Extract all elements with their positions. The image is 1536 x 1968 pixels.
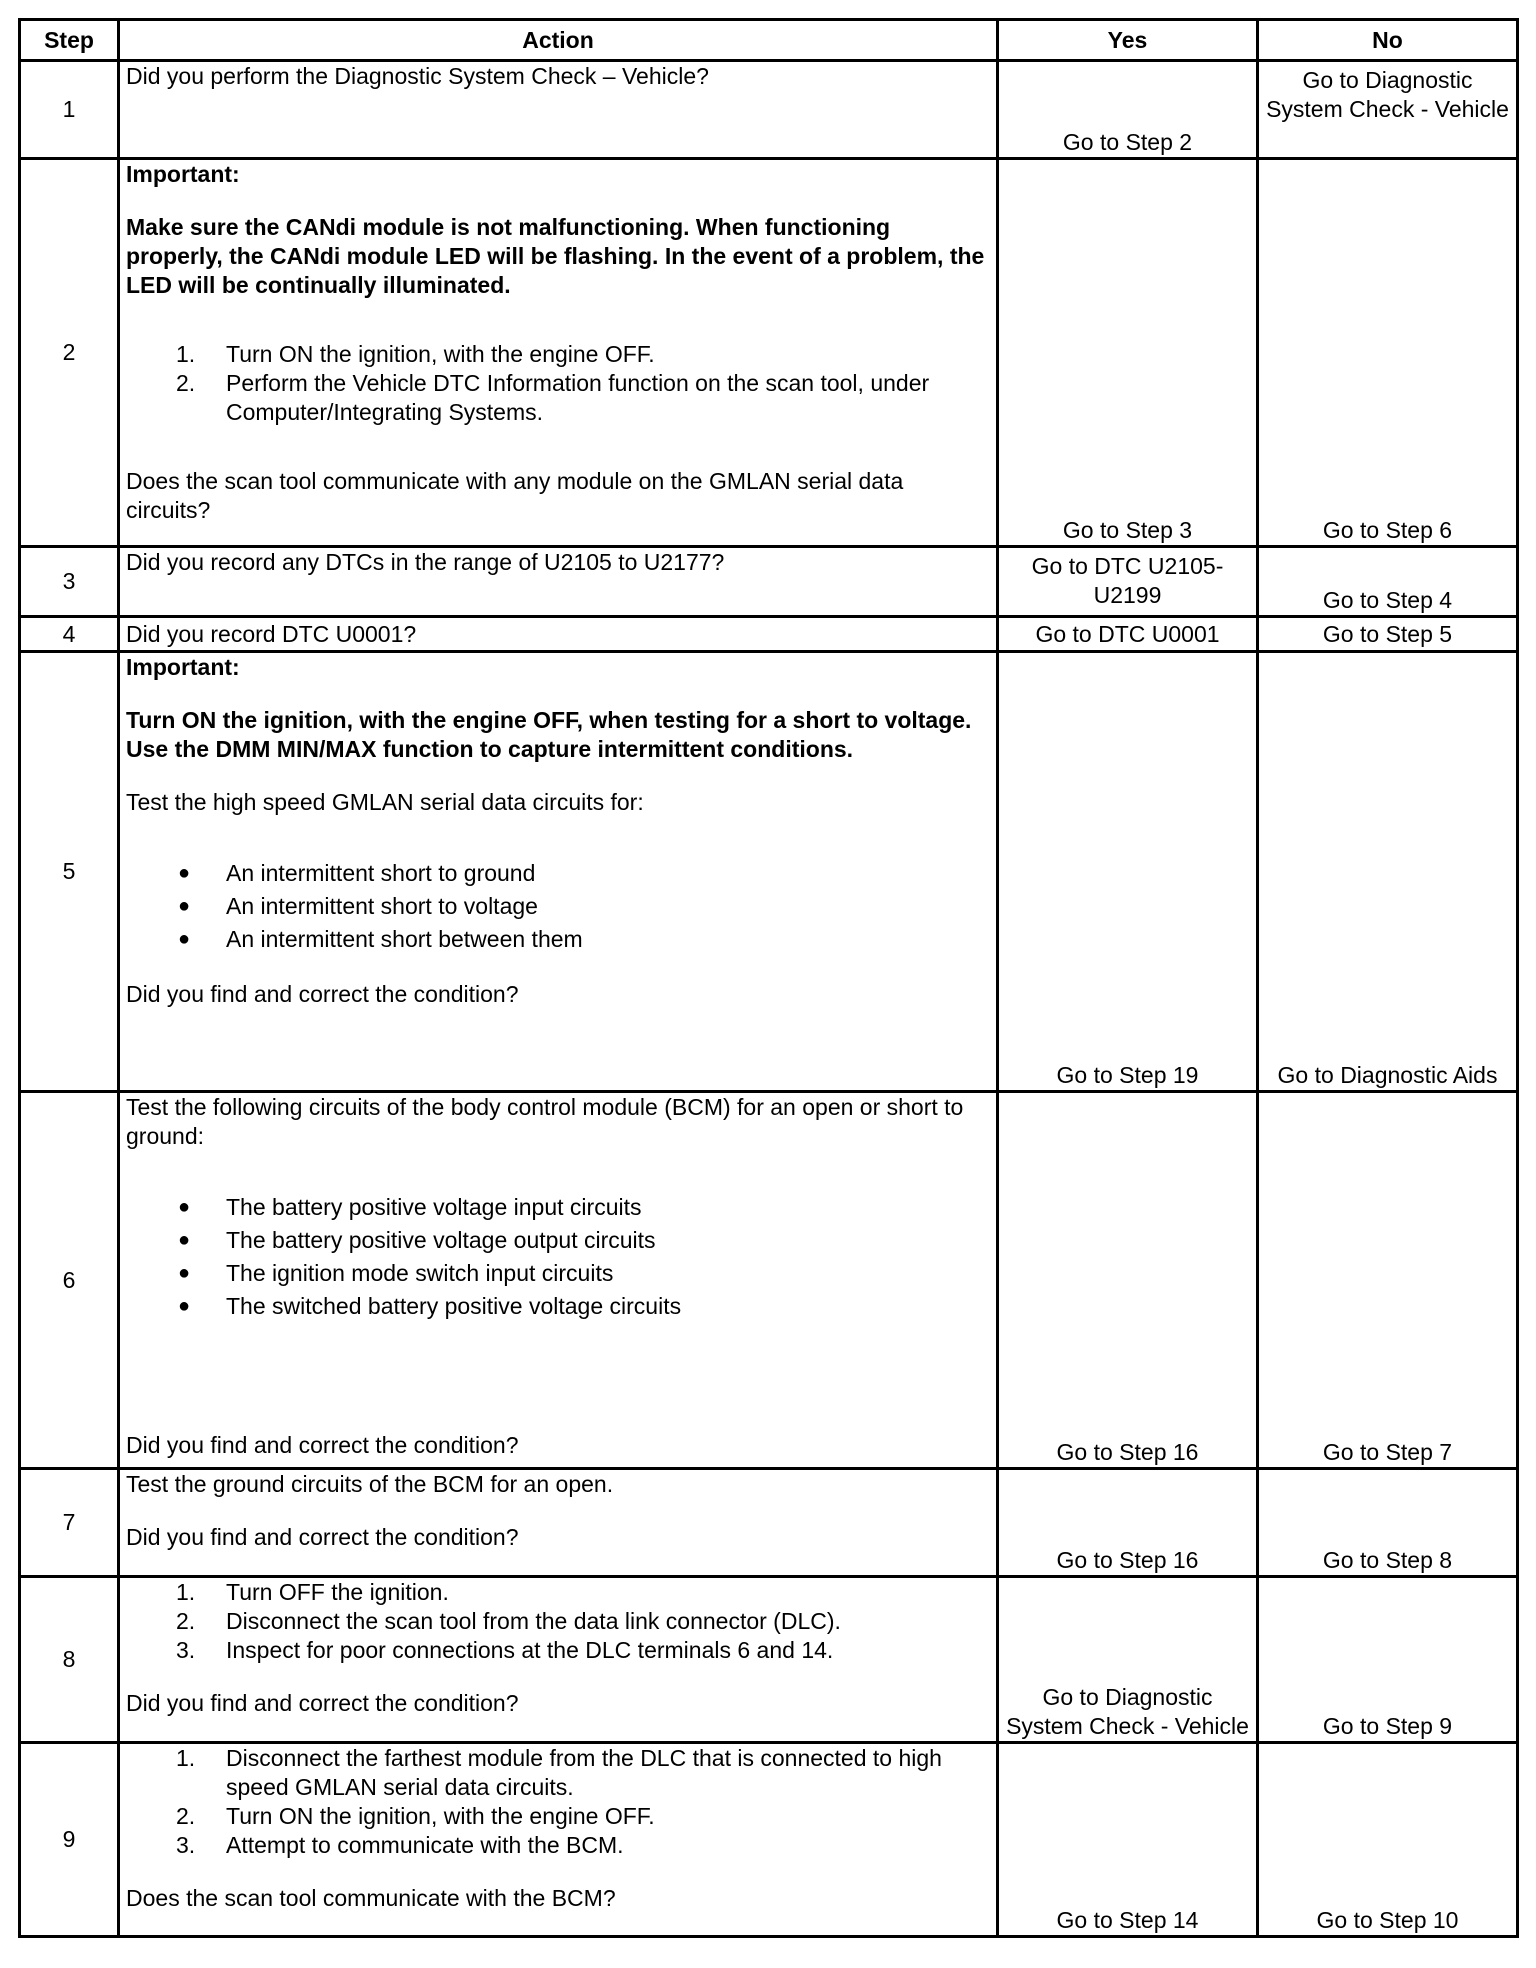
header-step: Step — [20, 20, 119, 61]
step-number: 6 — [20, 1092, 119, 1469]
yes-cell: Go to Step 14 — [998, 1743, 1258, 1937]
no-cell: Go to Diagnostic System Check - Vehicle — [1258, 61, 1518, 159]
action-question: Does the scan tool communicate with the BCM? — [126, 1885, 616, 1911]
action-question: Did you find and correct the condition? — [126, 1690, 519, 1716]
yes-cell: Go to Step 16 — [998, 1469, 1258, 1577]
action-cell — [119, 617, 998, 652]
action-question: Did you find and correct the condition? — [126, 981, 519, 1007]
list-item: 2. Disconnect the scan tool from the data link connector (DLC). — [176, 1608, 841, 1634]
important-label: Important: — [126, 161, 240, 187]
action-cell — [119, 547, 998, 617]
no-cell: Go to Step 6 — [1258, 159, 1518, 547]
step-number: 1 — [20, 61, 119, 159]
header-row — [20, 20, 1518, 61]
action-question: Did you find and correct the condition? — [126, 1432, 519, 1458]
action-text: Did you perform the Diagnostic System Check – Vehicle? — [126, 63, 709, 89]
numbered-list — [126, 1744, 990, 1860]
action-question: Did you find and correct the condition? — [126, 1524, 519, 1550]
numbered-list — [126, 340, 990, 427]
list-item: ● The battery positive voltage input circuits — [178, 1194, 642, 1220]
list-item: 3. Attempt to communicate with the BCM. — [176, 1832, 624, 1858]
action-text: Did you record DTC U0001? — [126, 620, 417, 647]
step-number: 8 — [20, 1577, 119, 1743]
no-cell: Go to Step 5 — [1258, 617, 1518, 652]
bullet-list — [126, 857, 990, 956]
list-item: ● The ignition mode switch input circuits — [178, 1260, 614, 1286]
no-cell: Go to Step 10 — [1258, 1743, 1518, 1937]
step-number: 4 — [20, 617, 119, 652]
step-number: 7 — [20, 1469, 119, 1577]
table-row — [20, 1577, 1518, 1743]
step-number: 2 — [20, 159, 119, 547]
action-text: Test the following circuits of the body control module (BCM) for an open or short to ground: — [126, 1094, 964, 1149]
no-cell: Go to Diagnostic Aids — [1258, 652, 1518, 1092]
action-cell — [119, 1743, 998, 1937]
list-item: ● The switched battery positive voltage circuits — [178, 1293, 682, 1319]
list-item: 3. Inspect for poor connections at the DLC terminals 6 and 14. — [176, 1637, 834, 1663]
action-text: Test the ground circuits of the BCM for an open. — [126, 1471, 614, 1497]
diagnostic-table — [18, 18, 1519, 1938]
action-cell — [119, 652, 998, 1092]
header-yes: Yes — [998, 20, 1258, 61]
important-note: Make sure the CANdi module is not malfunctioning. When functioning properly, the CANdi module LED will be flashing. In the event of a problem, the LED will be continually illuminated. — [126, 214, 985, 298]
table-row — [20, 652, 1518, 1092]
yes-cell: Go to DTC U2105-U2199 — [998, 547, 1258, 617]
list-item: 1. Turn ON the ignition, with the engine OFF. — [176, 341, 655, 367]
yes-cell: Go to Step 3 — [998, 159, 1258, 547]
important-note: Turn ON the ignition, with the engine OFF, when testing for a short to voltage. Use the DMM MIN/MAX function to capture intermittent conditions. — [126, 707, 972, 762]
yes-cell: Go to Step 16 — [998, 1092, 1258, 1469]
no-cell: Go to Step 7 — [1258, 1092, 1518, 1469]
yes-cell: Go to Diagnostic System Check - Vehicle — [998, 1577, 1258, 1743]
table-row — [20, 1092, 1518, 1469]
list-item: 1. Turn OFF the ignition. — [176, 1579, 449, 1605]
list-item: 2. Turn ON the ignition, with the engine OFF. — [176, 1803, 655, 1829]
action-cell — [119, 1092, 998, 1469]
action-cell — [119, 61, 998, 159]
action-cell — [119, 1577, 998, 1743]
list-item: ● An intermittent short to ground — [178, 860, 536, 886]
list-item: 1. Disconnect the farthest module from the DLC that is connected to high speed GMLAN serial data circuits. — [176, 1745, 942, 1800]
important-label: Important: — [126, 654, 240, 680]
numbered-list — [126, 1578, 990, 1665]
table-row — [20, 547, 1518, 617]
action-cell — [119, 159, 998, 547]
step-number: 3 — [20, 547, 119, 617]
action-text: Test the high speed GMLAN serial data circuits for: — [126, 789, 644, 815]
list-item: 2. Perform the Vehicle DTC Information function on the scan tool, under Computer/Integrating Systems. — [176, 370, 930, 425]
table-row — [20, 617, 1518, 652]
no-cell: Go to Step 8 — [1258, 1469, 1518, 1577]
header-action: Action — [119, 20, 998, 61]
yes-cell: Go to Step 2 — [998, 61, 1258, 159]
action-question: Does the scan tool communicate with any module on the GMLAN serial data circuits? — [126, 468, 904, 523]
action-cell — [119, 1469, 998, 1577]
list-item: ● An intermittent short to voltage — [178, 893, 538, 919]
no-cell: Go to Step 9 — [1258, 1577, 1518, 1743]
list-item: ● An intermittent short between them — [178, 926, 583, 952]
yes-cell: Go to DTC U0001 — [998, 617, 1258, 652]
yes-cell: Go to Step 19 — [998, 652, 1258, 1092]
header-no: No — [1258, 20, 1518, 61]
table-row — [20, 1469, 1518, 1577]
bullet-list — [126, 1191, 990, 1323]
table-row — [20, 159, 1518, 547]
table-row — [20, 1743, 1518, 1937]
step-number: 5 — [20, 652, 119, 1092]
no-cell: Go to Step 4 — [1258, 547, 1518, 617]
action-text: Did you record any DTCs in the range of U2105 to U2177? — [126, 549, 725, 575]
step-number: 9 — [20, 1743, 119, 1937]
table-row — [20, 61, 1518, 159]
list-item: ● The battery positive voltage output circuits — [178, 1227, 656, 1253]
